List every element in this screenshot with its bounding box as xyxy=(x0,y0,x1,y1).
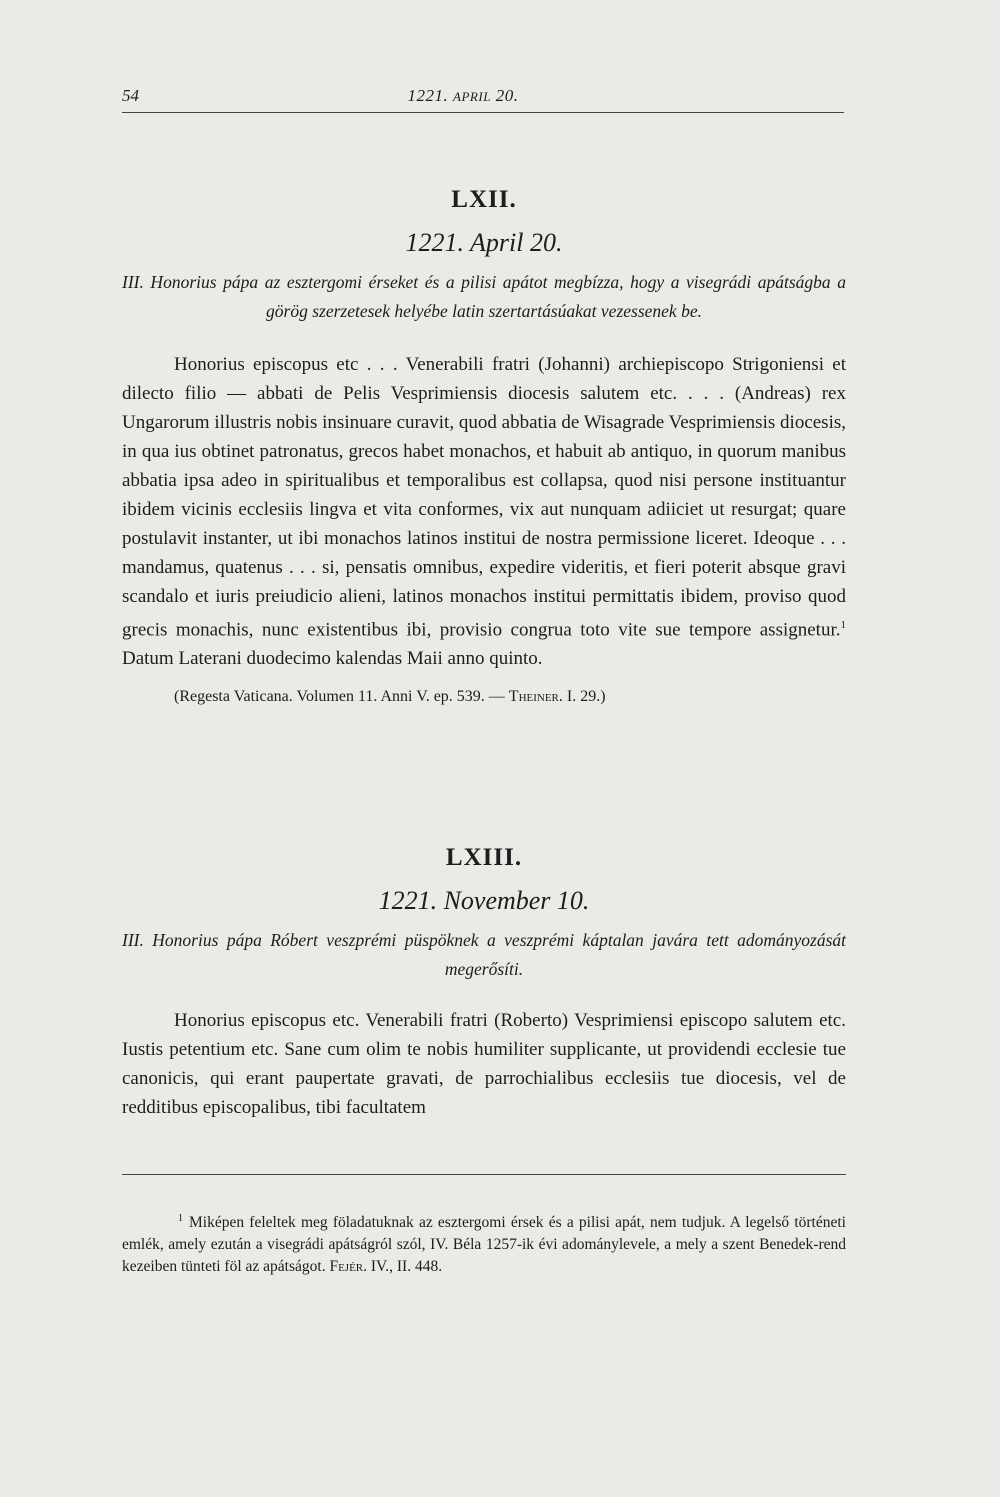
footnote-citation: . IV., II. 448. xyxy=(363,1258,443,1276)
footnote-text: Miképen feleltek meg föladatuknak az esztergomi érsek és a pilisi apát, nem tudjuk. A legelső történeti emlék, amely ezután a visegrádi apátságról szól, IV. Béla 1257-ik évi adománylevele, a mely a szent Benedek-rend kezeiben tünteti föl az apátságot. xyxy=(122,1214,846,1276)
footnote-reference: 1 xyxy=(840,619,846,631)
document-source xyxy=(122,685,846,709)
source-author: Theiner xyxy=(508,688,559,706)
running-head-month: APRIL xyxy=(453,89,491,104)
document-regest: III. Honorius pápa az esztergomi érseket és a pilisi apátot megbízza, hogy a visegrádi apátságba a görög szerzetesek helyébe latin szertartásúakat vezessenek be. xyxy=(122,272,846,321)
document-text xyxy=(122,350,846,673)
document-number: LXIII. xyxy=(445,844,523,871)
running-head-day: 20. xyxy=(495,86,519,105)
footnote-marker: 1 xyxy=(178,1213,183,1224)
footnote-author: Fejér xyxy=(329,1258,364,1276)
footnote xyxy=(122,1208,846,1278)
document-regest: III. Honorius pápa Róbert veszprémi püspöknek a veszprémi káptalan javára tett adományozását megerősíti. xyxy=(122,930,846,979)
running-head-year: 1221. xyxy=(407,86,449,105)
document-lxii xyxy=(122,186,846,709)
document-lxiii xyxy=(122,844,846,1122)
document-text-main: Honorius episcopus etc . . . Venerabili fratri (Johanni) archiepiscopo Strigoniensi et dilecto filio — abbati de Pelis Vesprimiensis diocesis salutem etc. . . . (Andreas) rex Ungarorum illustris nobis insinuare curavit, quod abbatia de Wisagrade Vesprimiensis diocesis, in qua ius obtinet patronatus, grecos habet monachos, et habuit ab antiquo, in quorum manibus abbatia ipsa adeo in spiritualibus et temporalibus est collapsa, quod nisi persone instituantur ibidem vicinis ecclesiis lingva et vita conformes, vix aut nunquam adiiciet ut resurgat; quare postulavit instanter, ut ibi monachos latinos institui de nostra permissione liceret. Ideoque . . . mandamus, quatenus . . . si, pensatis omnibus, expedire videritis, et fieri poterit absque gravi scandalo et iuris preiudicio alieni, latinos monachos institui permittatis ibidem, proviso quod grecis monachis, nunc existentibus ibi, provisio congrua toto vite sue tempore assignetur. xyxy=(122,354,846,641)
document-number: LXII. xyxy=(451,186,517,213)
source-citation-end: . I. 29.) xyxy=(558,688,606,706)
document-date: 1221. November 10. xyxy=(378,886,590,915)
document-date: 1221. April 20. xyxy=(405,228,563,257)
running-head-date xyxy=(122,86,844,106)
source-citation: (Regesta Vaticana. Volumen 11. Anni V. ep. 539. — xyxy=(174,688,509,706)
document-text: Honorius episcopus etc. Venerabili fratri (Roberto) Vesprimiensi episcopo salutem etc. Iustis petentium etc. Sane cum olim te nobis humiliter supplicante, ut providendi ecclesie tue canonicis, qui erant paupertate gravati, de parrochialibus ecclesiis tue diocesis, vel de redditibus episcopalibus, tibi facultatem xyxy=(122,1010,846,1118)
document-text-closing: Datum Laterani duodecimo kalendas Maii anno quinto. xyxy=(122,648,543,670)
footnote-divider xyxy=(122,1174,846,1175)
running-head xyxy=(122,86,844,113)
page-number: 54 xyxy=(122,86,139,105)
